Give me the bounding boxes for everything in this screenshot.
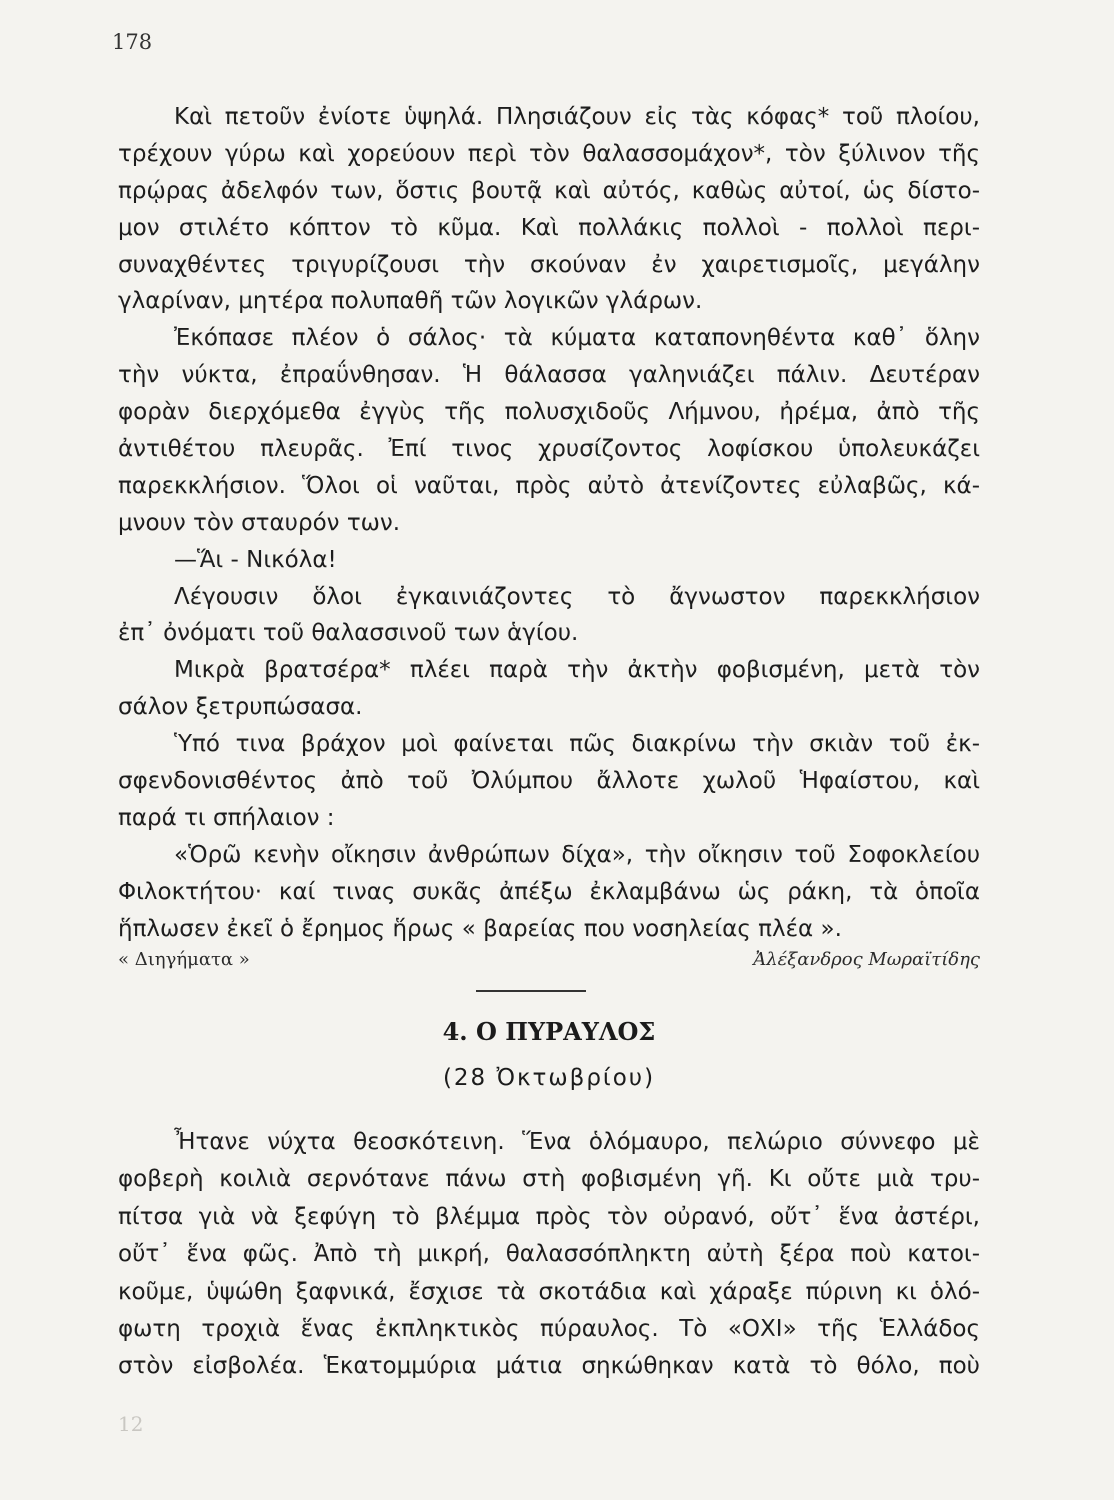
text-line: φωτη τροχιὰ ἕνας ἐκπληκτικὸς πύραυλος. Τὸ «ΟΧΙ» τῆς Ἑλλάδος <box>118 1315 980 1342</box>
text-line: γλαρίναν, μητέρα πολυπαθῆ τῶν λογικῶν γλάρων. <box>118 288 703 315</box>
section-1-body <box>118 99 980 947</box>
text-line: μνουν τὸν σταυρόν των. <box>118 509 401 536</box>
text-line: «Ὁρῶ κενὴν οἴκησιν ἀνθρώπων δίχα», τὴν οἴκησιν τοῦ Σοφοκλείου <box>174 841 980 868</box>
attribution <box>118 949 980 979</box>
section-2-body <box>118 1124 980 1386</box>
text-line: οὔτ᾽ ἕνα φῶς. Ἀπὸ τὴ μικρή, θαλασσόπληκτη αὐτὴ ξέρα ποὺ κατοι- <box>118 1241 980 1268</box>
text-line: Καὶ πετοῦν ἐνίοτε ὑψηλά. Πλησιάζουν εἰς τὰς κόφας* τοῦ πλοίου, <box>174 104 980 130</box>
text-line: —Ἅι - Νικόλα! <box>174 546 337 573</box>
text-line: Φιλοκτήτου· καί τινας συκᾶς ἀπέξω ἐκλαμβάνω ὡς ράκη, τὰ ὁποῖα <box>118 878 980 905</box>
text-line: πίτσα γιὰ νὰ ξεφύγη τὸ βλέμμα πρὸς τὸν οὐρανό, οὔτ᾽ ἕνα ἀστέρι, <box>118 1203 980 1230</box>
author-name: Ἀλέξανδρος Μωραϊτίδης <box>753 949 980 970</box>
text-line: Μικρὰ βρατσέρα* πλέει παρὰ τὴν ἀκτὴν φοβισμένη, μετὰ τὸν <box>174 657 980 684</box>
source-title: « Διηγήματα » <box>118 949 250 970</box>
text-line: πρῴρας ἀδελφόν των, ὅστις βουτᾷ καὶ αὐτός, καθὼς αὐτοί, ὡς δίστο- <box>118 177 980 204</box>
text-line: Ἦτανε νύχτα θεοσκότεινη. Ἕνα ὁλόμαυρο, πελώριο σύννεφο μὲ <box>174 1129 980 1155</box>
text-line: ἀντιθέτου πλευρᾶς. Ἐπί τινος χρυσίζοντος λοφίσκου ὑπολευκάζει <box>118 436 980 463</box>
text-line: παρά τι σπήλαιον : <box>118 804 335 831</box>
text-line: Ὑπό τινα βράχον μοὶ φαίνεται πῶς διακρίνω τὴν σκιὰν τοῦ ἐκ- <box>174 731 980 758</box>
chapter-heading: 4. Ο ΠΥΡΑΥΛΟΣ <box>442 1017 656 1046</box>
text-line: παρεκκλήσιον. Ὅλοι οἱ ναῦται, πρὸς αὐτὸ ἀτενίζοντες εὐλαβῶς, κά- <box>118 472 980 499</box>
text-line: ἐπ᾽ ὀνόματι τοῦ θαλασσινοῦ των ἁγίου. <box>118 620 579 647</box>
text-line: σφενδονισθέντος ἀπὸ τοῦ Ὀλύμπου ἄλλοτε χωλοῦ Ἡφαίστου, καὶ <box>118 768 980 795</box>
chapter-date: (28 Ὀκτωβρίου) <box>442 1065 656 1091</box>
text-line: τὴν νύκτα, ἐπραΰνθησαν. Ἡ θάλασσα γαληνιάζει πάλιν. Δευτέραν <box>118 362 980 389</box>
divider-rule <box>476 990 586 992</box>
text-line: συναχθέντες τριγυρίζουσι τὴν σκούναν ἐν χαιρετισμοῖς, μεγάλην <box>118 251 980 278</box>
bleed-through-page-number: 12 <box>118 1412 144 1436</box>
text-line: φορὰν διερχόμεθα ἐγγὺς τῆς πολυσχιδοῦς Λήμνου, ἠρέμα, ἀπὸ τῆς <box>118 399 980 426</box>
text-line: σάλον ξετρυπώσασα. <box>118 694 363 721</box>
text-line: κοῦμε, ὑψώθη ξαφνικά, ἔσχισε τὰ σκοτάδια καὶ χάραξε πύρινη κι ὁλό- <box>118 1278 980 1305</box>
text-line: τρέχουν γύρω καὶ χορεύουν περὶ τὸν θαλασσομάχον*, τὸν ξύλινον τῆς <box>118 140 980 167</box>
text-line: στὸν εἰσβολέα. Ἑκατομμύρια μάτια σηκώθηκαν κατὰ τὸ θόλο, ποὺ <box>118 1353 980 1380</box>
text-line: Ἐκόπασε πλέον ὁ σάλος· τὰ κύματα καταπονηθέντα καθ᾽ ὅλην <box>174 325 980 352</box>
text-line: μον στιλέτο κόπτον τὸ κῦμα. Καὶ πολλάκις πολλοὶ - πολλοὶ περι- <box>118 214 980 241</box>
text-line: Λέγουσιν ὅλοι ἐγκαινιάζοντες τὸ ἄγνωστον παρεκκλήσιον <box>174 583 980 610</box>
text-line: φοβερὴ κοιλιὰ σερνότανε πάνω στὴ φοβισμένη γῆ. Κι οὔτε μιὰ τρυ- <box>118 1166 980 1193</box>
text-line: ἥπλωσεν ἐκεῖ ὁ ἔρημος ἥρως « βαρείας που νοσηλείας πλέα ». <box>118 915 842 942</box>
page-number: 178 <box>112 30 153 54</box>
